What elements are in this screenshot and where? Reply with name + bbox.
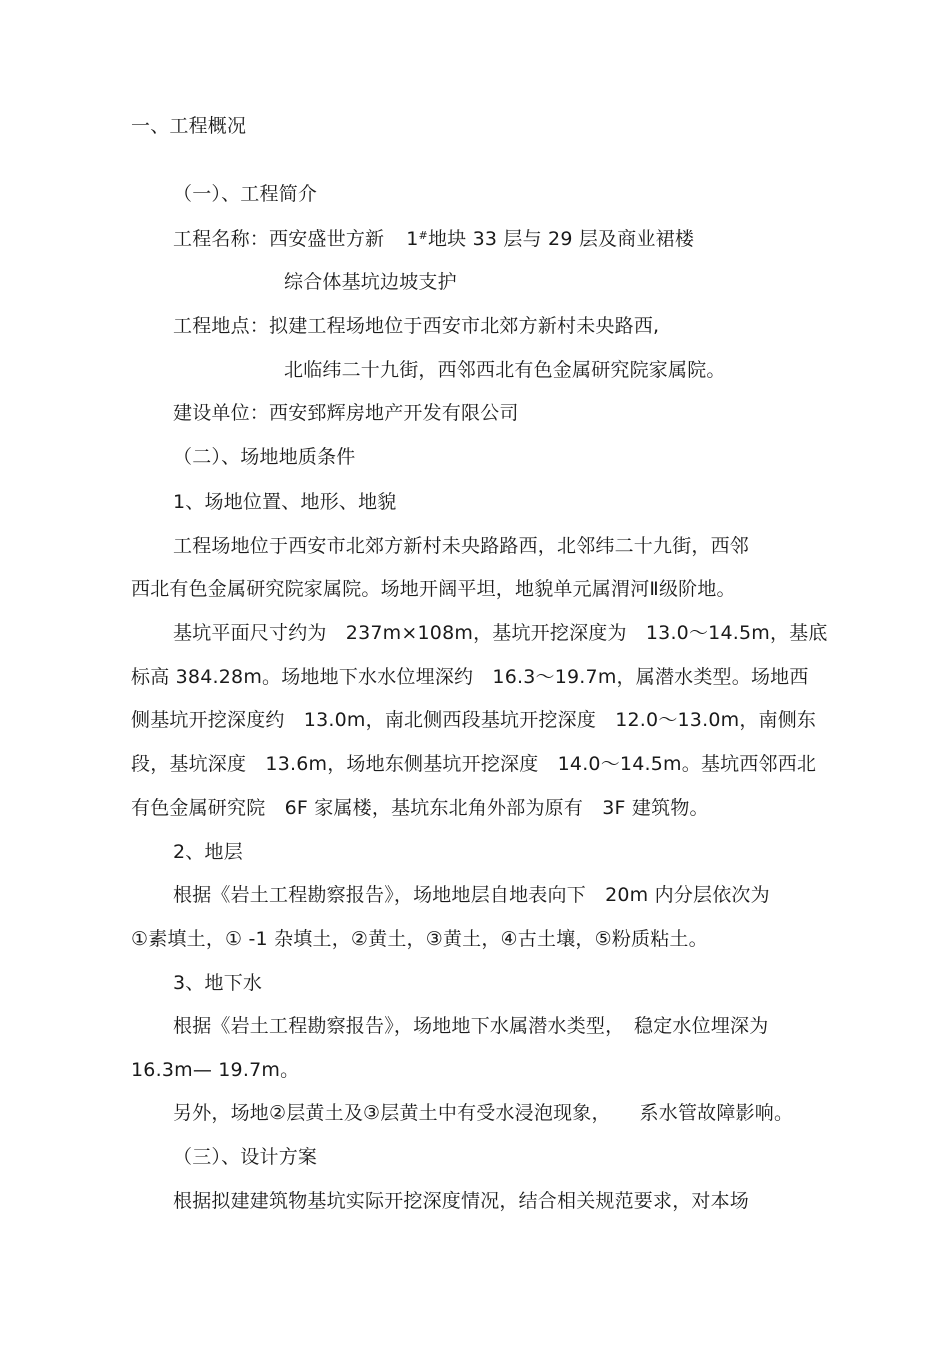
subsection-title-strata: 2、地层 <box>173 841 243 863</box>
page-heading: 一、工程概况 <box>131 115 247 137</box>
project-site-label: 工程地点： <box>173 315 270 337</box>
project-owner-label: 建设单位： <box>173 402 270 424</box>
groundwater-para2: 另外，场地②层黄土及③层黄土中有受水浸泡现象， 系水管故障影响。 <box>173 1102 794 1124</box>
pit-para-line5: 有色金属研究院 6F 家属楼，基坑东北角外部为原有 3F 建筑物。 <box>131 797 709 819</box>
project-name-row <box>173 227 694 251</box>
project-site-value: 拟建工程场地位于西安市北郊方新村未央路西, <box>269 315 660 337</box>
plot-number-sup: # <box>418 229 428 242</box>
project-owner-value: 西安郅辉房地产开发有限公司 <box>269 402 519 424</box>
project-owner-row <box>173 401 519 425</box>
pit-para-line1: 基坑平面尺寸约为 237m×108m，基坑开挖深度为 13.0～14.5m，基底 <box>173 622 828 644</box>
project-name-label: 工程名称： <box>173 228 270 250</box>
project-name-value: 西安盛世方新 <box>269 228 385 250</box>
section-title-design: （三）、设计方案 <box>173 1146 318 1168</box>
design-para-line1: 根据拟建建筑物基坑实际开挖深度情况，结合相关规范要求，对本场 <box>173 1190 750 1212</box>
project-site-row <box>173 314 659 338</box>
section-title-intro: （一）、工程简介 <box>173 183 318 205</box>
pit-para-line4: 段，基坑深度 13.6m，场地东侧基坑开挖深度 14.0～14.5m。基坑西邻西北 <box>131 753 817 775</box>
subsection-title-groundwater: 3、地下水 <box>173 972 263 994</box>
strata-para-line1: 根据《岩土工程勘察报告》，场地地层自地表向下 20m 内分层依次为 <box>173 884 770 906</box>
pit-para-line2: 标高 384.28m。场地地下水水位埋深约 16.3～19.7m，属潜水类型。场地西 <box>131 666 809 688</box>
strata-para-line2: ①素填土，① -1 杂填土，②黄土，③黄土，④古土壤，⑤粉质粘土。 <box>131 928 708 950</box>
project-site-line2: 北临纬二十九街，西邻西北有色金属研究院家属院。 <box>284 359 726 381</box>
plot-number: 1 <box>406 228 419 250</box>
project-name-value-rest: 地块 33 层与 29 层及商业裙楼 <box>427 228 695 250</box>
pit-para-line3: 侧基坑开挖深度约 13.0m，南北侧西段基坑开挖深度 12.0～13.0m，南侧东 <box>131 709 817 731</box>
project-name-line2: 综合体基坑边坡支护 <box>284 271 457 293</box>
location-para-line1: 工程场地位于西安市北郊方新村未央路路西，北邻纬二十九街，西邻 <box>173 535 750 557</box>
groundwater-para-line1: 根据《岩土工程勘察报告》，场地地下水属潜水类型， 稳定水位埋深为 <box>173 1015 769 1037</box>
subsection-title-location: 1、场地位置、地形、地貌 <box>173 491 397 513</box>
groundwater-para-line2: 16.3m— 19.7m。 <box>131 1059 300 1081</box>
location-para-line2: 西北有色金属研究院家属院。场地开阔平坦，地貌单元属渭河Ⅱ级阶地。 <box>131 578 736 600</box>
section-title-geology: （二）、场地地质条件 <box>173 446 356 468</box>
